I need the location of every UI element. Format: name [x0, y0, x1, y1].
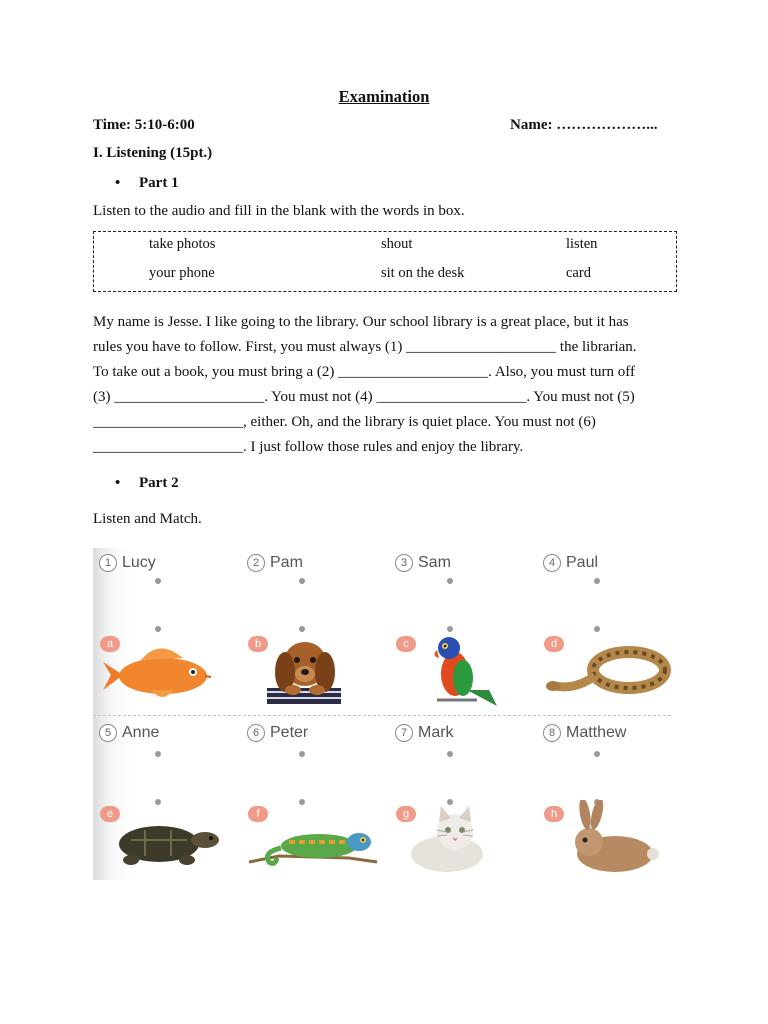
person-match-dot[interactable]: [299, 751, 305, 757]
person-name: Paul: [566, 554, 599, 571]
animal-letter: h: [544, 806, 564, 822]
animal-letter: d: [544, 636, 564, 652]
person-match-dot[interactable]: [594, 578, 600, 584]
person-name: Sam: [418, 554, 451, 571]
match-cell: [93, 718, 238, 880]
person-match-dot[interactable]: [155, 751, 161, 757]
person-number: 2: [247, 554, 265, 572]
person-label: [395, 724, 454, 742]
exam-time: Time: 5:10-6:00: [93, 117, 195, 133]
snake-icon: [545, 630, 671, 708]
person-name: Lucy: [122, 554, 156, 571]
word-option: sit on the desk: [381, 265, 465, 281]
match-cell: [537, 718, 671, 880]
person-name: Peter: [270, 724, 309, 741]
part2-label: Part 2: [139, 475, 179, 491]
person-name: Anne: [122, 724, 160, 741]
match-cell: [241, 548, 386, 714]
parrot-icon: [397, 630, 527, 708]
person-label: [99, 724, 159, 742]
paragraph-line: rules you have to follow. First, you must always (1) ____________________ the librarian.: [93, 339, 637, 355]
person-number: 6: [247, 724, 265, 742]
word-option: your phone: [149, 265, 215, 281]
person-number: 8: [543, 724, 561, 742]
paragraph-line: To take out a book, you must bring a (2) ____________________. Also, you must turn off: [93, 364, 635, 380]
animal-letter: f: [248, 806, 268, 822]
part1-instruction: Listen to the audio and fill in the blank with the words in box.: [93, 203, 465, 219]
word-option: shout: [381, 236, 413, 252]
animal-letter: b: [248, 636, 268, 652]
student-name-field: Name: ………………...: [510, 117, 658, 133]
puppy-icon: [249, 630, 379, 708]
animal-letter: g: [396, 806, 416, 822]
word-option: card: [566, 265, 591, 281]
chameleon-icon: [249, 800, 379, 878]
person-label: [395, 554, 451, 572]
word-option: take photos: [149, 236, 216, 252]
paragraph-line: (3) ____________________. You must not (4) ____________________. You must not (5): [93, 389, 635, 405]
match-cell: [537, 548, 671, 714]
paragraph-line: ____________________, either. Oh, and the library is quiet place. You must not (6): [93, 414, 596, 430]
person-name: Mark: [418, 724, 454, 741]
kitten-icon: [397, 800, 527, 878]
person-label: [247, 724, 308, 742]
section-heading: I. Listening (15pt.): [93, 145, 213, 161]
animal-letter: c: [396, 636, 416, 652]
animal-letter: a: [100, 636, 120, 652]
paragraph-line: My name is Jesse. I like going to the library. Our school library is a great place, but it has: [93, 314, 629, 330]
exam-title: Examination: [338, 87, 430, 106]
animal-letter: e: [100, 806, 120, 822]
goldfish-icon: [101, 630, 231, 708]
turtle-icon: [101, 800, 231, 878]
match-cell: [93, 548, 238, 714]
match-cell: [241, 718, 386, 880]
person-label: [99, 554, 156, 572]
person-match-dot[interactable]: [155, 578, 161, 584]
person-number: 1: [99, 554, 117, 572]
person-match-dot[interactable]: [447, 578, 453, 584]
part1-label: Part 1: [139, 175, 179, 191]
matching-picture: [93, 548, 671, 880]
person-match-dot[interactable]: [299, 578, 305, 584]
person-label: [543, 724, 626, 742]
match-cell: [389, 718, 534, 880]
person-match-dot[interactable]: [447, 751, 453, 757]
person-number: 3: [395, 554, 413, 572]
person-number: 5: [99, 724, 117, 742]
paragraph-line: ____________________. I just follow those rules and enjoy the library.: [93, 439, 524, 455]
person-name: Matthew: [566, 724, 627, 741]
part2-instruction: Listen and Match.: [93, 511, 202, 527]
word-option: listen: [566, 236, 598, 252]
person-number: 4: [543, 554, 561, 572]
row-divider: [93, 715, 671, 716]
person-number: 7: [395, 724, 413, 742]
person-match-dot[interactable]: [594, 751, 600, 757]
person-label: [543, 554, 598, 572]
word-box: [93, 231, 677, 292]
match-cell: [389, 548, 534, 714]
rabbit-icon: [545, 800, 671, 878]
bullet-icon: •: [115, 475, 121, 491]
person-label: [247, 554, 303, 572]
bullet-icon: •: [115, 175, 121, 191]
person-name: Pam: [270, 554, 303, 571]
